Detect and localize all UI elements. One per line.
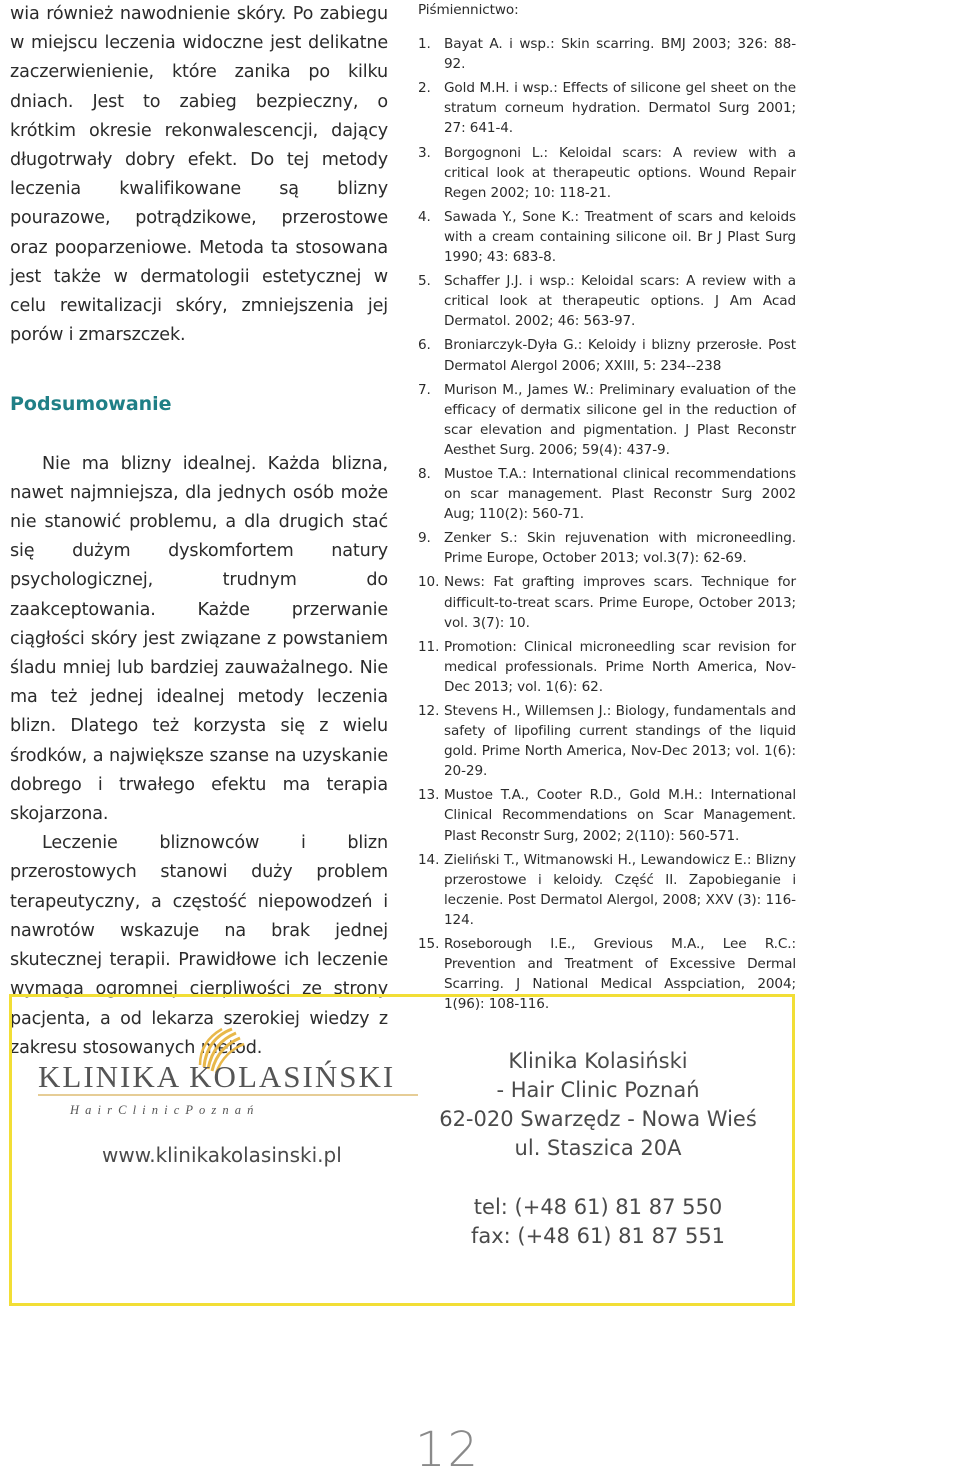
- reference-item: [418, 637, 796, 697]
- reference-number: 3.: [418, 144, 431, 161]
- reference-text: Promotion: Clinical microneedling scar revision for medical professionals. Prime North America, Nov-Dec 2013; vol. 1(6): 62.: [444, 638, 796, 695]
- address-line: - Hair Clinic Poznań: [496, 1078, 700, 1102]
- phone-number: tel: (+48 61) 81 87 550: [473, 1195, 723, 1219]
- references-list: [418, 34, 796, 1014]
- reference-number: 4.: [418, 208, 431, 225]
- reference-number: 1.: [418, 36, 431, 53]
- reference-number: 5.: [418, 273, 431, 290]
- reference-text: Bayat A. i wsp.: Skin scarring. BMJ 2003; 326: 88-92.: [444, 36, 796, 73]
- reference-item: [418, 464, 796, 524]
- section-heading: Podsumowanie: [10, 393, 172, 416]
- reference-number: 2.: [418, 80, 431, 97]
- logo-wordmark: KLINIKA KOLASIŃSKI: [38, 1059, 396, 1094]
- website-link[interactable]: www.klinikakolasinski.pl: [102, 1143, 342, 1167]
- reference-item: [418, 78, 796, 138]
- reference-text: Mustoe T.A., Cooter R.D., Gold M.H.: International Clinical Recommendations on Scar Management. Plast Reconstr Surg, 2002; 2(110): 560-571.: [444, 787, 796, 844]
- reference-text: Schaffer J.J. i wsp.: Keloidal scars: A review with a critical look at therapeutic options. J Am Acad Dermatol. 2002; 46: 563-97.: [444, 273, 796, 330]
- logo-tagline: H a i r C l i n i c P o z n a ń: [70, 1103, 255, 1117]
- clinic-advertisement: [9, 994, 795, 1306]
- reference-item: [418, 850, 796, 930]
- reference-text: Roseborough I.E., Grevious M.A., Lee R.C.: Prevention and Treatment of Excessive Dermal Scarring. J National Medical Asspciation, 2004; 1(96): 108-116.: [444, 936, 796, 1013]
- address-line: 62-020 Swarzędz - Nowa Wieś: [439, 1107, 757, 1131]
- fax-number: fax: (+48 61) 81 87 551: [470, 1224, 726, 1248]
- reference-number: 6.: [418, 337, 431, 354]
- body-paragraph: Leczenie bliznowców i blizn przerostowych stanowi duży problem terapeutyczny, a częstość niepowodzeń i nawrotów wskazuje na brak jednej skutecznej terapii. Prawidłowe ich leczenie wymaga ogromnej cierpliwości ze strony pacjenta, a od lekarza szerokiej wiedzy z zakresu stosowanych metod.: [10, 833, 388, 1058]
- reference-text: Zieliński T., Witmanowski H., Lewandowicz E.: Blizny przerostowe i keloidy. Część II. Zapobieganie i leczenie. Post Dermatol Alergol, 2008; XXV (3): 116-124.: [444, 851, 796, 928]
- reference-item: [418, 271, 796, 331]
- references-column: [418, 0, 796, 1018]
- reference-text: Borgognoni L.: Keloidal scars: A review with a critical look at therapeutic options. Wound Repair Regen 2002; 10: 118-21.: [444, 144, 796, 201]
- reference-item: [418, 572, 796, 632]
- body-paragraph: Nie ma blizny idealnej. Każda blizna, nawet najmniejsza, dla jednych osób może nie stanowić problemu, a dla drugich stać się dużym dyskomfortem natury psychologicznej, trudnym do zaakceptowania. Każde przerwanie ciągłości skóry jest związane z powstaniem śladu mniej lub bardziej zauważalnego. Nie ma też jednej idealnej metody leczenia blizn. Dlatego też korzysta się z wielu środków, a największe szanse na uzyskanie dobrego i trwałego efektu ma terapia skojarzona.: [10, 453, 388, 825]
- reference-text: Mustoe T.A.: International clinical recommendations on scar management. Plast Reconstr Surg 2002 Aug; 110(2): 560-71.: [444, 465, 796, 523]
- reference-text: Sawada Y., Sone K.: Treatment of scars and keloids with a cream containing silicone oil. Br J Plast Surg 1990; 43: 683-8.: [444, 208, 796, 266]
- reference-number: 10.: [418, 574, 440, 591]
- reference-item: [418, 528, 796, 568]
- reference-number: 7.: [418, 381, 431, 398]
- reference-number: 15.: [418, 936, 440, 953]
- reference-text: Gold M.H. i wsp.: Effects of silicone gel sheet on the stratum corneum hydration. Dermatol Surg 2001; 27: 641-4.: [444, 80, 796, 137]
- reference-item: [418, 785, 796, 845]
- clinic-logo: [36, 1025, 426, 1125]
- reference-text: Murison M., James W.: Preliminary evaluation of the efficacy of dermatix silicone gel in the reduction of scar elevation and pigmentation. J Plast Reconstr Aesthet Surg. 2006; 59(4): 437-9.: [444, 381, 796, 458]
- reference-text: News: Fat grafting improves scars. Technique for difficult-to-treat scars. Prime Europe, October 2013; vol. 3(7): 10.: [444, 574, 796, 631]
- reference-text: Stevens H., Willemsen J.: Biology, fundamentals and safety of lipofiling current standings of the liquid gold. Prime North America, Nov-Dec 2013; vol. 1(6): 20-29.: [444, 703, 796, 780]
- reference-item: [418, 335, 796, 375]
- page-number: 12: [415, 1422, 481, 1478]
- reference-number: 14.: [418, 851, 440, 868]
- address-line: Klinika Kolasiński: [508, 1049, 688, 1073]
- reference-item: [418, 143, 796, 203]
- reference-number: 13.: [418, 787, 440, 804]
- reference-item: [418, 207, 796, 267]
- reference-number: 11.: [418, 638, 440, 655]
- reference-item: [418, 380, 796, 460]
- references-title: Piśmiennictwo:: [418, 2, 519, 18]
- reference-number: 12.: [418, 703, 440, 719]
- reference-text: Zenker S.: Skin rejuvenation with microneedling. Prime Europe, October 2013; vol.3(7): 62-69.: [444, 530, 796, 567]
- body-paragraph: wia również nawodnienie skóry. Po zabiegu w miejscu leczenia widoczne jest delikatne zaczerwienienie, które zanika po kilku dniach. Jest to zabieg bezpieczny, o krótkim okresie rekonwalescencji, dający długotrwały dobry efekt. Do tej metody leczenia kwalifikowane są blizny pourazowe, potrądzikowe, przerostowe oraz pooparzeniowe. Metoda ta stosowana jest także w dermatologii estetycznej w celu rewitalizacji skóry, zmniejszenia jej porów i zmarszczek.: [10, 4, 388, 346]
- reference-item: [418, 34, 796, 74]
- reference-number: 8.: [418, 465, 431, 482]
- article-left-column: [10, 0, 388, 1063]
- contact-info: [408, 1047, 788, 1251]
- reference-text: Broniarczyk-Dyła G.: Keloidy i blizny przerosłe. Post Dermatol Alergol 2006; XXIII, 5: 234--238: [444, 337, 796, 374]
- address-line: ul. Staszica 20A: [514, 1136, 682, 1160]
- reference-number: 9.: [418, 530, 431, 547]
- reference-item: [418, 701, 796, 781]
